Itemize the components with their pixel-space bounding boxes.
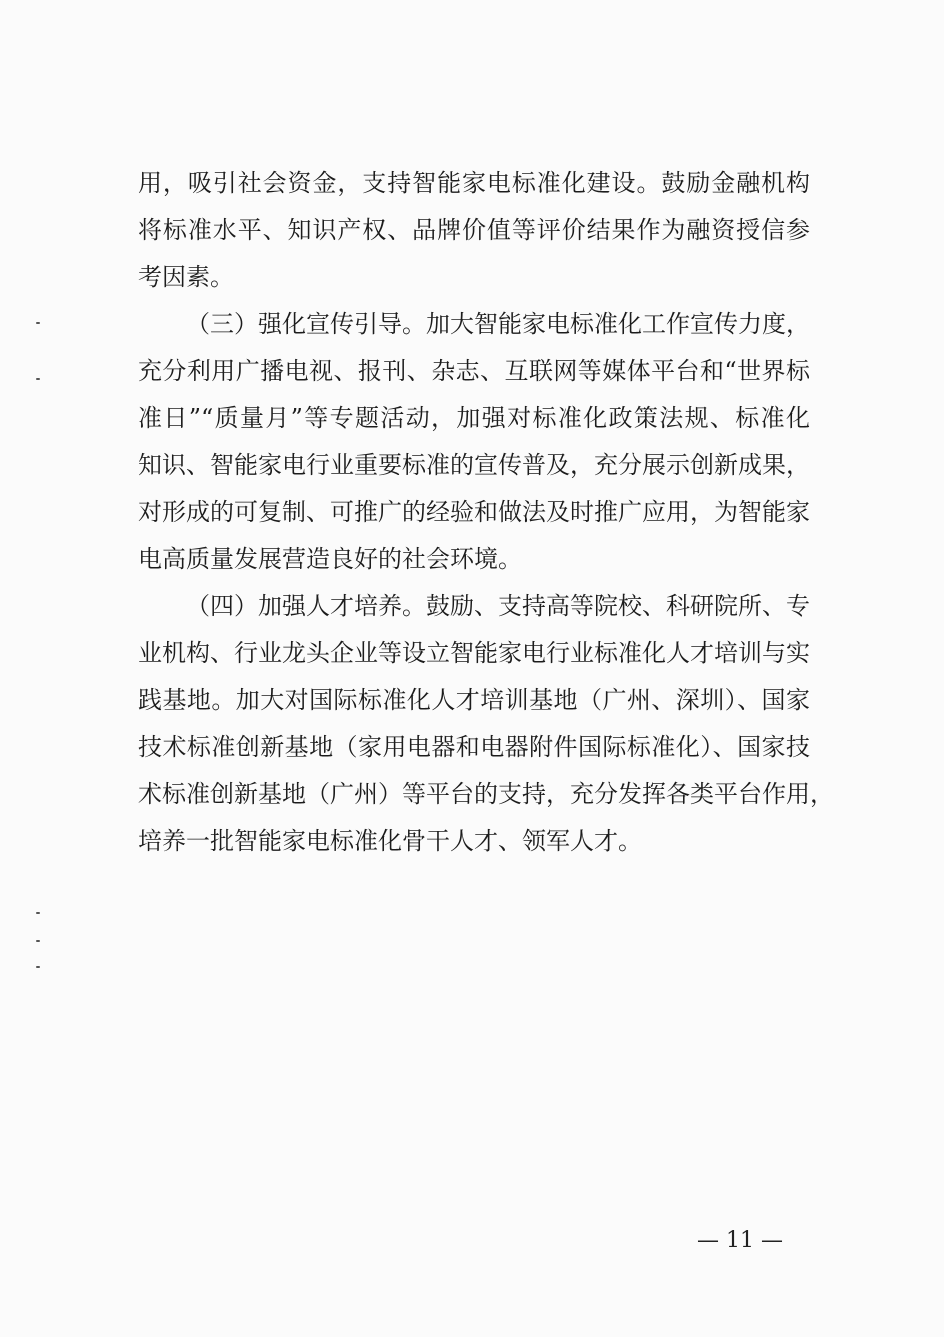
text-line: 用，吸引社会资金，支持智能家电标准化建设。鼓励金融机构 xyxy=(138,169,810,197)
binding-mark xyxy=(36,966,40,968)
text-line: 准日”“质量月”等专题活动，加强对标准化政策法规、标准化 xyxy=(138,404,810,432)
text-line: 培养一批智能家电标准化骨干人才、领军人才。 xyxy=(138,827,642,855)
text-line: 知识、智能家电行业重要标准的宣传普及，充分展示创新成果， xyxy=(138,451,810,479)
page-number: — 11 — xyxy=(697,1228,783,1253)
text-line: 业机构、行业龙头企业等设立智能家电行业标准化人才培训与实 xyxy=(138,639,810,667)
binding-mark xyxy=(36,322,40,324)
binding-mark xyxy=(36,940,40,942)
body-text xyxy=(138,160,834,865)
text-line: （四）加强人才培养。鼓励、支持高等院校、科研院所、专 xyxy=(186,592,810,620)
text-line: 充分利用广播电视、报刊、杂志、互联网等媒体平台和“世界标 xyxy=(138,357,810,385)
text-line: 将标准水平、知识产权、品牌价值等评价结果作为融资授信参 xyxy=(138,216,810,244)
binding-mark xyxy=(36,378,40,380)
text-line: 考因素。 xyxy=(138,263,234,291)
text-line: 电高质量发展营造良好的社会环境。 xyxy=(138,545,522,573)
text-line: （三）强化宣传引导。加大智能家电标准化工作宣传力度， xyxy=(186,310,810,338)
text-line: 对形成的可复制、可推广的经验和做法及时推广应用，为智能家 xyxy=(138,498,810,526)
binding-mark xyxy=(36,912,40,914)
text-line: 践基地。加大对国际标准化人才培训基地（广州、深圳）、国家 xyxy=(138,686,810,714)
text-line: 技术标准创新基地（家用电器和电器附件国际标准化）、国家技 xyxy=(138,733,810,761)
text-line: 术标准创新基地（广州）等平台的支持，充分发挥各类平台作用， xyxy=(138,780,834,808)
